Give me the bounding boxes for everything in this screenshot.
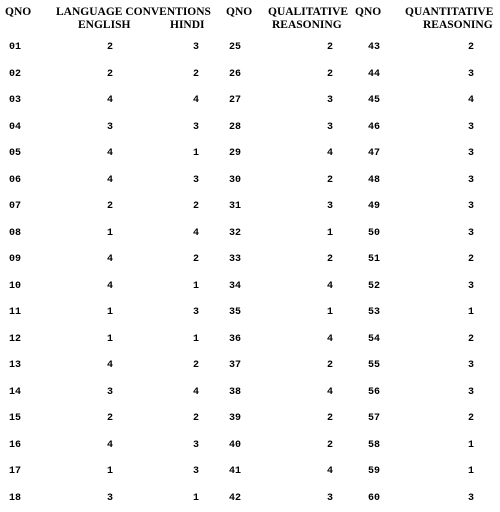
qualitative-answer: 4 xyxy=(327,333,334,345)
quantitative-answer: 3 xyxy=(468,148,475,159)
qualitative-answer: 4 xyxy=(327,148,334,159)
qualitative-answer: 2 xyxy=(327,439,334,451)
question-number: 56 xyxy=(368,386,381,398)
hindi-answer: 3 xyxy=(193,307,200,318)
question-number: 40 xyxy=(229,439,242,451)
table-row xyxy=(0,120,500,136)
table-row xyxy=(0,279,500,295)
table-row xyxy=(0,491,500,507)
header-hindi: HINDI xyxy=(170,19,205,31)
english-answer: 3 xyxy=(107,121,114,133)
hindi-answer: 2 xyxy=(193,360,200,371)
question-number: 13 xyxy=(9,360,22,371)
header-quantitative: QUANTITATIVE xyxy=(405,6,494,18)
hindi-answer: 2 xyxy=(193,201,200,212)
qualitative-answer: 4 xyxy=(327,386,334,398)
quantitative-answer: 3 xyxy=(468,360,475,371)
question-number: 42 xyxy=(229,492,242,504)
table-row xyxy=(0,438,500,454)
table-row xyxy=(0,305,500,321)
question-number: 25 xyxy=(229,42,242,53)
hindi-answer: 2 xyxy=(193,254,200,265)
english-answer: 2 xyxy=(107,413,114,424)
qualitative-answer: 2 xyxy=(327,174,334,186)
english-answer: 1 xyxy=(107,227,114,239)
question-number: 30 xyxy=(229,174,242,186)
question-number: 52 xyxy=(368,280,381,292)
question-number: 03 xyxy=(9,95,22,106)
english-answer: 4 xyxy=(107,439,114,451)
question-number: 49 xyxy=(368,201,381,212)
table-row xyxy=(0,93,500,109)
header-qualitative: QUALITATIVE xyxy=(268,6,349,18)
english-answer: 1 xyxy=(107,307,114,318)
quantitative-answer: 3 xyxy=(468,492,475,504)
question-number: 53 xyxy=(368,307,381,318)
question-number: 60 xyxy=(368,492,381,504)
english-answer: 4 xyxy=(107,280,114,292)
question-number: 58 xyxy=(368,439,381,451)
question-number: 08 xyxy=(9,227,22,239)
english-answer: 3 xyxy=(107,492,114,504)
quantitative-answer: 1 xyxy=(468,307,475,318)
question-number: 59 xyxy=(368,466,381,477)
question-number: 39 xyxy=(229,413,242,424)
hindi-answer: 4 xyxy=(193,227,200,239)
question-number: 06 xyxy=(9,174,22,186)
question-number: 02 xyxy=(9,68,22,80)
table-row xyxy=(0,411,500,427)
qualitative-answer: 2 xyxy=(327,413,334,424)
hindi-answer: 1 xyxy=(193,148,200,159)
question-number: 41 xyxy=(229,466,242,477)
hindi-answer: 3 xyxy=(193,174,200,186)
question-number: 44 xyxy=(368,68,381,80)
header-qno-3: QNO xyxy=(355,6,382,18)
english-answer: 2 xyxy=(107,42,114,53)
question-number: 32 xyxy=(229,227,242,239)
question-number: 37 xyxy=(229,360,242,371)
english-answer: 4 xyxy=(107,174,114,186)
hindi-answer: 2 xyxy=(193,413,200,424)
hindi-answer: 4 xyxy=(193,95,200,106)
question-number: 17 xyxy=(9,466,22,477)
hindi-answer: 2 xyxy=(193,68,200,80)
question-number: 57 xyxy=(368,413,381,424)
question-number: 16 xyxy=(9,439,22,451)
question-number: 55 xyxy=(368,360,381,371)
qualitative-answer: 3 xyxy=(327,492,334,504)
quantitative-answer: 3 xyxy=(468,386,475,398)
english-answer: 4 xyxy=(107,360,114,371)
question-number: 28 xyxy=(229,121,242,133)
quantitative-answer: 3 xyxy=(468,227,475,239)
hindi-answer: 3 xyxy=(193,121,200,133)
question-number: 11 xyxy=(9,307,22,318)
english-answer: 2 xyxy=(107,68,114,80)
header-english: ENGLISH xyxy=(78,19,131,31)
qualitative-answer: 4 xyxy=(327,280,334,292)
quantitative-answer: 3 xyxy=(468,121,475,133)
qualitative-answer: 1 xyxy=(327,307,334,318)
hindi-answer: 3 xyxy=(193,466,200,477)
question-number: 09 xyxy=(9,254,22,265)
question-number: 10 xyxy=(9,280,22,292)
qualitative-answer: 1 xyxy=(327,227,334,239)
quantitative-answer: 3 xyxy=(468,280,475,292)
table-row xyxy=(0,173,500,189)
quantitative-answer: 1 xyxy=(468,466,475,477)
quantitative-answer: 4 xyxy=(468,95,475,106)
header-language-conventions: LANGUAGE CONVENTIONS xyxy=(56,6,211,18)
header-qno-1: QNO xyxy=(5,6,32,18)
table-row xyxy=(0,199,500,215)
question-number: 31 xyxy=(229,201,242,212)
quantitative-answer: 2 xyxy=(468,42,475,53)
english-answer: 1 xyxy=(107,333,114,345)
question-number: 46 xyxy=(368,121,381,133)
question-number: 45 xyxy=(368,95,381,106)
question-number: 26 xyxy=(229,68,242,80)
question-number: 51 xyxy=(368,254,381,265)
qualitative-answer: 3 xyxy=(327,201,334,212)
question-number: 27 xyxy=(229,95,242,106)
quantitative-answer: 2 xyxy=(468,413,475,424)
qualitative-answer: 2 xyxy=(327,360,334,371)
hindi-answer: 4 xyxy=(193,386,200,398)
question-number: 14 xyxy=(9,386,22,398)
hindi-answer: 1 xyxy=(193,280,200,292)
quantitative-answer: 2 xyxy=(468,254,475,265)
qualitative-answer: 3 xyxy=(327,95,334,106)
question-number: 48 xyxy=(368,174,381,186)
english-answer: 4 xyxy=(107,95,114,106)
question-number: 01 xyxy=(9,42,22,53)
question-number: 04 xyxy=(9,121,22,133)
qualitative-answer: 3 xyxy=(327,121,334,133)
hindi-answer: 1 xyxy=(193,333,200,345)
question-number: 47 xyxy=(368,148,381,159)
table-row xyxy=(0,358,500,374)
english-answer: 4 xyxy=(107,148,114,159)
question-number: 15 xyxy=(9,413,22,424)
header-qno-2: QNO xyxy=(226,6,253,18)
quantitative-answer: 3 xyxy=(468,174,475,186)
table-row xyxy=(0,252,500,268)
question-number: 35 xyxy=(229,307,242,318)
english-answer: 3 xyxy=(107,386,114,398)
question-number: 07 xyxy=(9,201,22,212)
question-number: 12 xyxy=(9,333,22,345)
question-number: 36 xyxy=(229,333,242,345)
quantitative-answer: 1 xyxy=(468,439,475,451)
qualitative-answer: 2 xyxy=(327,42,334,53)
qualitative-answer: 4 xyxy=(327,466,334,477)
table-row xyxy=(0,226,500,242)
qualitative-answer: 2 xyxy=(327,68,334,80)
question-number: 29 xyxy=(229,148,242,159)
question-number: 33 xyxy=(229,254,242,265)
table-row xyxy=(0,67,500,83)
quantitative-answer: 2 xyxy=(468,333,475,345)
question-number: 43 xyxy=(368,42,381,53)
quantitative-answer: 3 xyxy=(468,68,475,80)
question-number: 50 xyxy=(368,227,381,239)
hindi-answer: 3 xyxy=(193,42,200,53)
english-answer: 4 xyxy=(107,254,114,265)
hindi-answer: 3 xyxy=(193,439,200,451)
question-number: 54 xyxy=(368,333,381,345)
hindi-answer: 1 xyxy=(193,492,200,504)
english-answer: 2 xyxy=(107,201,114,212)
qualitative-answer: 2 xyxy=(327,254,334,265)
question-number: 05 xyxy=(9,148,22,159)
question-number: 34 xyxy=(229,280,242,292)
table-row xyxy=(0,146,500,162)
quantitative-answer: 3 xyxy=(468,201,475,212)
english-answer: 1 xyxy=(107,466,114,477)
header-quantitative-reasoning: REASONING xyxy=(423,19,493,31)
table-row xyxy=(0,332,500,348)
question-number: 18 xyxy=(9,492,22,504)
question-number: 38 xyxy=(229,386,242,398)
table-row xyxy=(0,385,500,401)
table-row xyxy=(0,464,500,480)
header-qualitative-reasoning: REASONING xyxy=(272,19,342,31)
table-row xyxy=(0,40,500,56)
